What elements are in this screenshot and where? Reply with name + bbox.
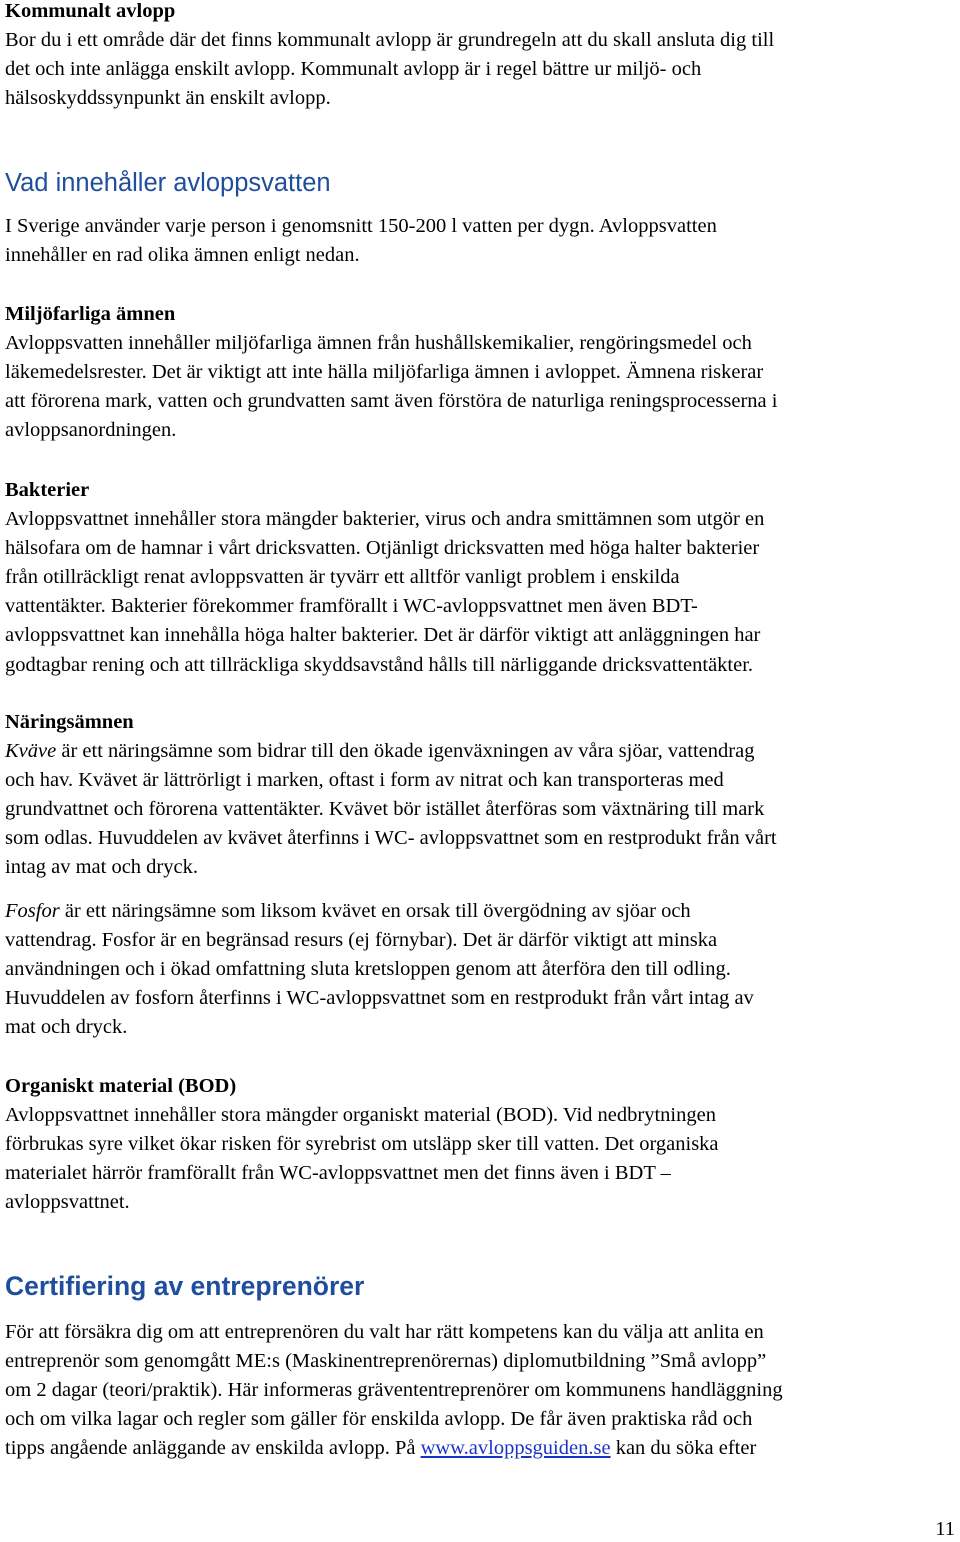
text-line: användningen och i ökad omfattning sluta kretsloppen genom att återföra den till odling.	[5, 958, 731, 981]
heading-miljofarliga: Miljöfarliga ämnen	[5, 303, 176, 325]
text-line: läkemedelsrester. Det är viktigt att inte hälla miljöfarliga ämnen i avloppet. Ämnena riskerar	[5, 361, 764, 384]
heading-certifiering: Certifiering av entreprenörer	[5, 1271, 365, 1301]
section-organiskt-material	[5, 1072, 719, 1217]
text-line: hälsofara om de hamnar i vårt dricksvatten. Otjänligt dricksvatten med höga halter bakterier	[5, 537, 760, 560]
text-span: kan du söka efter	[610, 1437, 757, 1460]
heading-naringsamnen: Näringsämnen	[5, 711, 134, 733]
avloppsguiden-link[interactable]: www.avloppsguiden.se	[420, 1437, 611, 1460]
page-number: 11	[935, 1518, 955, 1540]
text-line: Avloppsvatten innehåller miljöfarliga ämnen från hushållskemikalier, rengöringsmedel och	[5, 332, 752, 355]
text-line: att förorena mark, vatten och grundvatten samt även förstöra de naturliga reningsprocesserna i	[5, 390, 778, 413]
text-line: avloppsanordningen.	[5, 419, 177, 442]
text-line: förbrukas syre vilket ökar risken för syrebrist om utsläpp sker till vatten. Det organiska	[5, 1133, 719, 1156]
heading-kommunalt-avlopp: Kommunalt avlopp	[5, 0, 176, 22]
text-line: om 2 dagar (teori/praktik). Här informeras grävententreprenörer om kommunens handläggning	[5, 1379, 783, 1402]
text-line: innehåller en rad olika ämnen enligt nedan.	[5, 244, 360, 267]
text-line: som odlas. Huvuddelen av kvävet återfinns i WC- avloppsvattnet som en restprodukt från vårt	[5, 827, 777, 850]
text-line: Bor du i ett område där det finns kommunalt avlopp är grundregeln att du skall ansluta dig till	[5, 29, 775, 52]
text-line	[5, 1434, 783, 1463]
text-line: entreprenör som genomgått ME:s (Maskinentreprenörernas) diplomutbildning ”Små avlopp”	[5, 1350, 767, 1373]
section-miljofarliga	[5, 300, 777, 445]
text-line	[5, 897, 754, 926]
term-kvave: Kväve	[5, 740, 57, 763]
text-line: intag av mat och dryck.	[5, 856, 198, 879]
section-certifiering	[5, 1270, 364, 1302]
term-fosfor: Fosfor	[5, 900, 60, 922]
paragraph-kvave	[5, 737, 777, 882]
heading-bakterier: Bakterier	[5, 479, 90, 501]
heading-organiskt-material: Organiskt material (BOD)	[5, 1075, 237, 1097]
text-line: Avloppsvattnet innehåller stora mängder organiskt material (BOD). Vid nedbrytningen	[5, 1104, 716, 1127]
text-line: avloppsvattnet.	[5, 1191, 130, 1214]
paragraph-kommunalt-avlopp	[5, 26, 774, 113]
paragraph-miljofarliga	[5, 329, 777, 445]
text-span: är ett näringsämne som bidrar till den ökade igenväxningen av våra sjöar, vattendrag	[56, 740, 755, 763]
paragraph-fosfor	[5, 897, 754, 1042]
text-line: vattendrag. Fosfor är en begränsad resurs (ej förnybar). Det är därför viktigt att minska	[5, 929, 718, 952]
text-line: För att försäkra dig om att entreprenören du valt har rätt kompetens kan du välja att anlita en	[5, 1321, 764, 1343]
text-line	[5, 737, 777, 766]
text-line: vattentäkter. Bakterier förekommer framförallt i WC-avloppsvattnet men även BDT-	[5, 595, 698, 618]
paragraph-certifiering	[5, 1318, 783, 1463]
text-line: I Sverige använder varje person i genomsnitt 150-200 l vatten per dygn. Avloppsvatten	[5, 215, 717, 237]
paragraph-vad-innehaller	[5, 212, 717, 270]
text-line: det och inte anlägga enskilt avlopp. Kommunalt avlopp är i regel bättre ur miljö- och	[5, 58, 702, 81]
text-line: mat och dryck.	[5, 1016, 128, 1039]
text-line: och hav. Kvävet är lättrörligt i marken, oftast i form av nitrat och kan transporteras med	[5, 769, 724, 792]
heading-vad-innehaller: Vad innehåller avloppsvatten	[5, 169, 331, 197]
paragraph-bakterier	[5, 505, 764, 680]
text-span: är ett näringsämne som liksom kvävet en orsak till övergödning av sjöar och	[59, 900, 691, 922]
text-line: materialet härrör framförallt från WC-avloppsvattnet men det finns även i BDT –	[5, 1162, 671, 1185]
text-line: avloppsvattnet kan innehålla höga halter bakterier. Det är därför viktigt att anläggningen har	[5, 624, 761, 647]
paragraph-organiskt-material	[5, 1101, 719, 1217]
text-line: Huvuddelen av fosforn återfinns i WC-avloppsvattnet som en restprodukt från vårt intag av	[5, 987, 754, 1010]
text-line: hälsoskyddssynpunkt än enskilt avlopp.	[5, 87, 331, 110]
text-line: Avloppsvattnet innehåller stora mängder bakterier, virus och andra smittämnen som utgör en	[5, 508, 765, 531]
section-kommunalt-avlopp	[5, 0, 774, 113]
text-span: tipps angående anläggande av enskilda avlopp. På	[5, 1437, 421, 1460]
text-line: från otillräckligt renat avloppsvatten är tyvärr ett alltför vanligt problem i enskilda	[5, 566, 680, 589]
section-naringsamnen	[5, 708, 777, 883]
section-bakterier	[5, 476, 764, 680]
text-line: och om vilka lagar och regler som gäller för enskilda avlopp. De får även praktiska råd och	[5, 1408, 753, 1431]
text-line: grundvattnet och förorena vattentäkter. Kvävet bör istället återföras som växtnäring till mark	[5, 798, 765, 821]
text-line: godtagbar rening och att tillräckliga skyddsavstånd hålls till närliggande dricksvattentäkter.	[5, 653, 754, 676]
section-vad-innehaller	[5, 167, 331, 199]
